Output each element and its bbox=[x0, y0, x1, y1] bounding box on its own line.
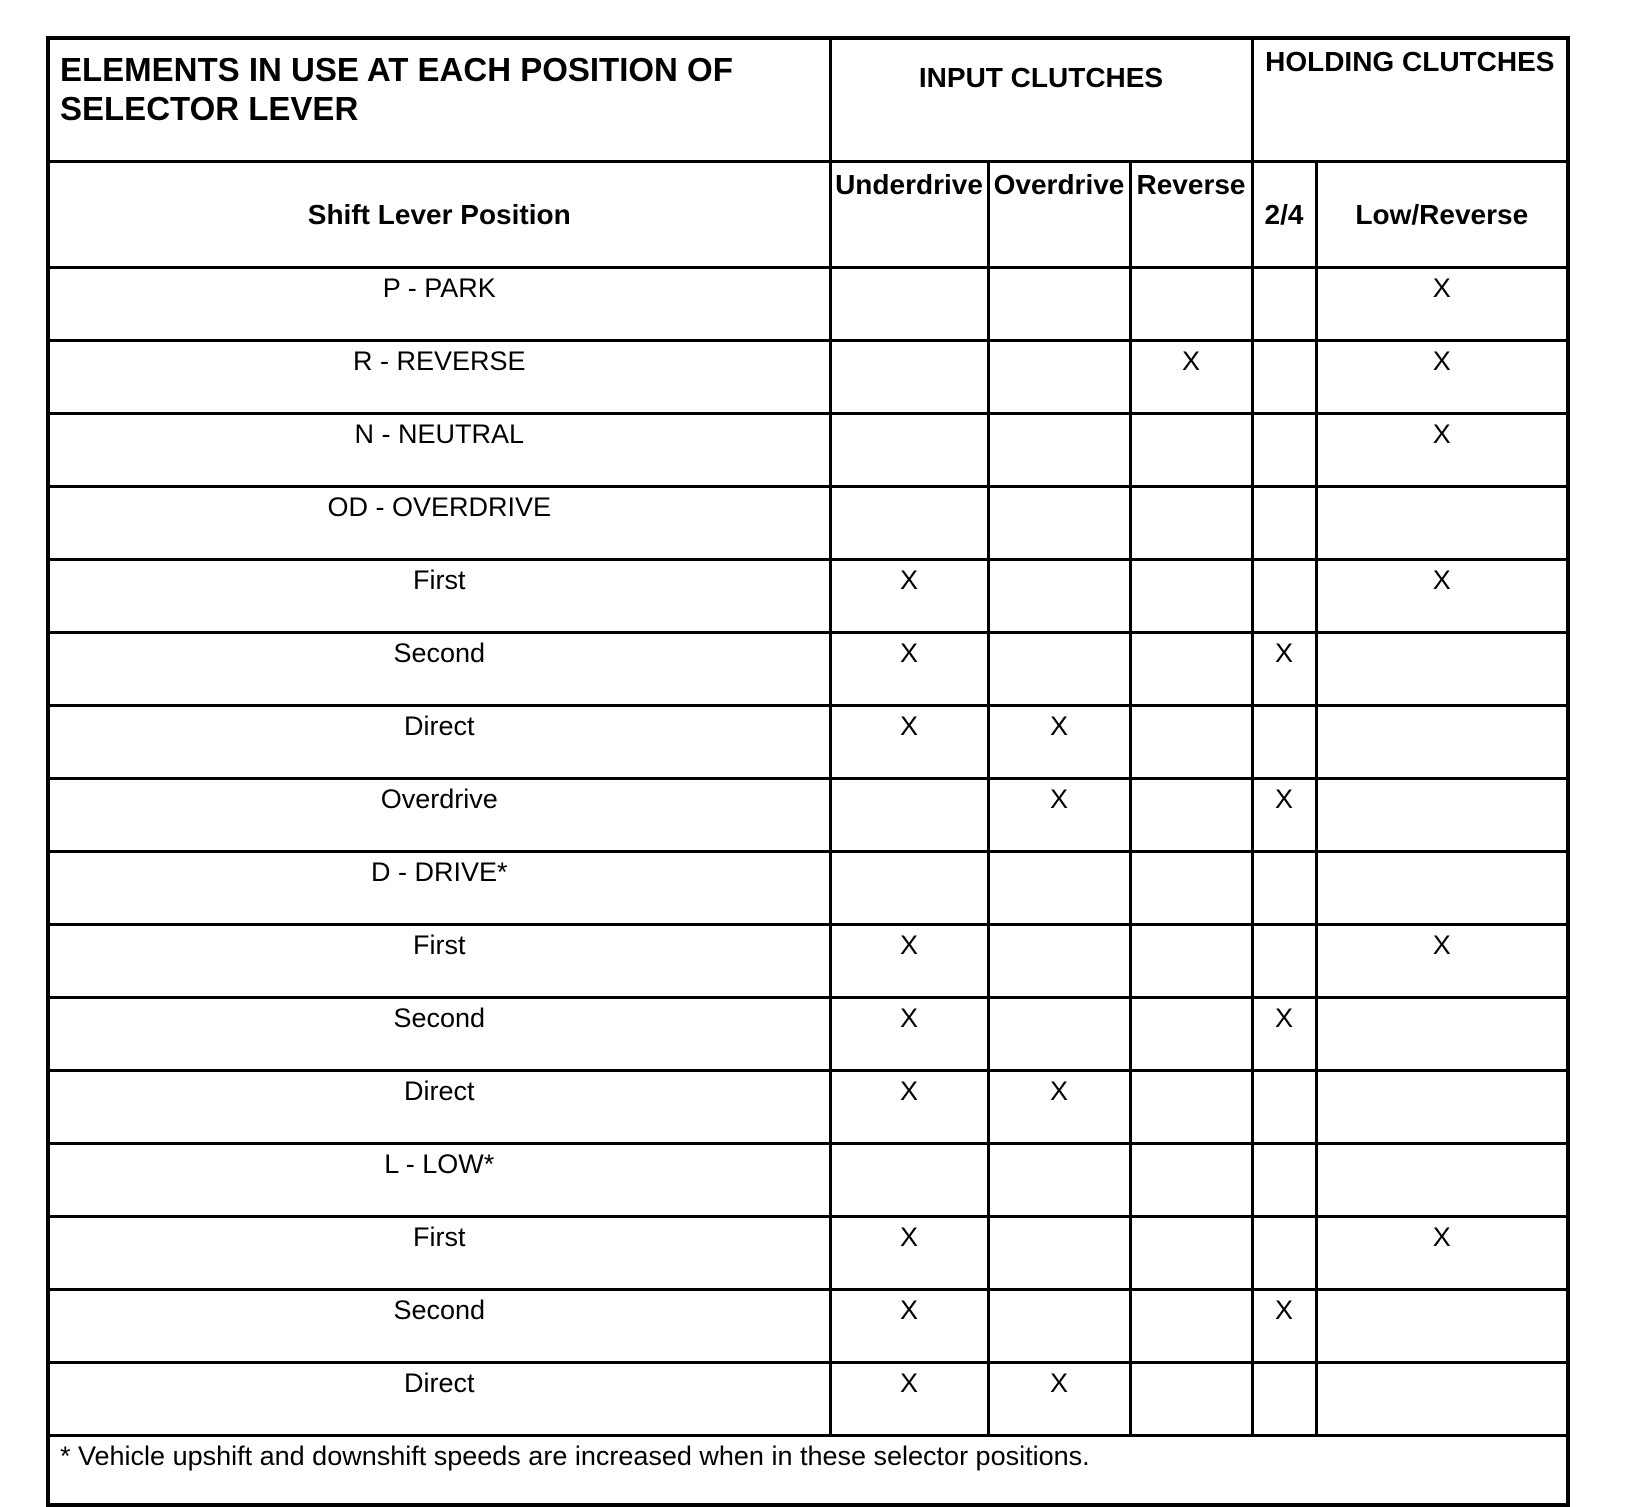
table-row bbox=[48, 341, 1568, 414]
underdrive-cell: X bbox=[830, 560, 988, 633]
reverse-cell bbox=[1130, 706, 1252, 779]
underdrive-cell bbox=[830, 341, 988, 414]
reverse-header: Reverse bbox=[1130, 162, 1252, 268]
overdrive-cell: X bbox=[988, 706, 1130, 779]
underdrive-cell: X bbox=[830, 1363, 988, 1436]
table-row bbox=[48, 852, 1568, 925]
underdrive-cell: X bbox=[830, 1071, 988, 1144]
two-four-cell bbox=[1252, 341, 1316, 414]
underdrive-cell: X bbox=[830, 998, 988, 1071]
table-row bbox=[48, 1071, 1568, 1144]
shift-position-cell: L - LOW* bbox=[48, 1144, 830, 1217]
shift-position-cell: OD - OVERDRIVE bbox=[48, 487, 830, 560]
two-four-cell bbox=[1252, 560, 1316, 633]
overdrive-cell bbox=[988, 633, 1130, 706]
underdrive-cell: X bbox=[830, 706, 988, 779]
two-four-cell: X bbox=[1252, 998, 1316, 1071]
overdrive-cell bbox=[988, 1144, 1130, 1217]
table-row bbox=[48, 268, 1568, 341]
shift-position-cell: First bbox=[48, 925, 830, 998]
low-reverse-cell: X bbox=[1316, 268, 1568, 341]
clutch-application-table bbox=[46, 36, 1570, 1507]
table-row bbox=[48, 925, 1568, 998]
two-four-cell bbox=[1252, 1217, 1316, 1290]
table-row bbox=[48, 1363, 1568, 1436]
underdrive-cell bbox=[830, 1144, 988, 1217]
shift-position-cell: First bbox=[48, 1217, 830, 1290]
reverse-cell bbox=[1130, 1144, 1252, 1217]
overdrive-cell bbox=[988, 1290, 1130, 1363]
reverse-cell bbox=[1130, 1071, 1252, 1144]
overdrive-cell bbox=[988, 487, 1130, 560]
table-body bbox=[48, 268, 1568, 1436]
low-reverse-cell: X bbox=[1316, 1217, 1568, 1290]
low-reverse-cell bbox=[1316, 633, 1568, 706]
overdrive-cell bbox=[988, 341, 1130, 414]
low-reverse-cell: X bbox=[1316, 560, 1568, 633]
shift-position-cell: N - NEUTRAL bbox=[48, 414, 830, 487]
overdrive-cell bbox=[988, 1217, 1130, 1290]
input-clutches-header: INPUT CLUTCHES bbox=[830, 38, 1252, 162]
reverse-cell bbox=[1130, 1363, 1252, 1436]
overdrive-cell bbox=[988, 925, 1130, 998]
two-four-cell bbox=[1252, 925, 1316, 998]
overdrive-cell bbox=[988, 560, 1130, 633]
low-reverse-cell bbox=[1316, 487, 1568, 560]
shift-position-cell: Second bbox=[48, 633, 830, 706]
two-four-cell bbox=[1252, 1144, 1316, 1217]
low-reverse-header: Low/Reverse bbox=[1316, 162, 1568, 268]
shift-lever-position-header: Shift Lever Position bbox=[48, 162, 830, 268]
shift-position-cell: Direct bbox=[48, 706, 830, 779]
two-four-cell: X bbox=[1252, 633, 1316, 706]
low-reverse-cell bbox=[1316, 779, 1568, 852]
shift-position-cell: R - REVERSE bbox=[48, 341, 830, 414]
reverse-cell bbox=[1130, 268, 1252, 341]
shift-position-cell: Second bbox=[48, 1290, 830, 1363]
overdrive-cell: X bbox=[988, 1363, 1130, 1436]
holding-clutches-header: HOLDING CLUTCHES bbox=[1252, 38, 1568, 162]
underdrive-cell bbox=[830, 414, 988, 487]
underdrive-cell bbox=[830, 487, 988, 560]
table-row bbox=[48, 1144, 1568, 1217]
shift-position-cell: P - PARK bbox=[48, 268, 830, 341]
reverse-cell bbox=[1130, 414, 1252, 487]
two-four-cell bbox=[1252, 706, 1316, 779]
two-four-cell bbox=[1252, 487, 1316, 560]
low-reverse-cell bbox=[1316, 998, 1568, 1071]
low-reverse-cell: X bbox=[1316, 925, 1568, 998]
reverse-cell bbox=[1130, 998, 1252, 1071]
reverse-cell bbox=[1130, 560, 1252, 633]
table-row bbox=[48, 1290, 1568, 1363]
low-reverse-cell: X bbox=[1316, 414, 1568, 487]
underdrive-cell: X bbox=[830, 925, 988, 998]
underdrive-cell: X bbox=[830, 1217, 988, 1290]
low-reverse-cell bbox=[1316, 852, 1568, 925]
shift-position-cell: D - DRIVE* bbox=[48, 852, 830, 925]
low-reverse-cell bbox=[1316, 1363, 1568, 1436]
overdrive-cell bbox=[988, 852, 1130, 925]
two-four-cell bbox=[1252, 268, 1316, 341]
reverse-cell bbox=[1130, 1290, 1252, 1363]
header-row-columns bbox=[48, 162, 1568, 268]
overdrive-cell bbox=[988, 414, 1130, 487]
reverse-cell bbox=[1130, 779, 1252, 852]
two-four-cell bbox=[1252, 1071, 1316, 1144]
two-four-cell bbox=[1252, 414, 1316, 487]
overdrive-cell bbox=[988, 268, 1130, 341]
table-row bbox=[48, 779, 1568, 852]
low-reverse-cell bbox=[1316, 1071, 1568, 1144]
low-reverse-cell: X bbox=[1316, 341, 1568, 414]
shift-position-cell: First bbox=[48, 560, 830, 633]
shift-position-cell: Direct bbox=[48, 1071, 830, 1144]
reverse-cell bbox=[1130, 1217, 1252, 1290]
shift-position-cell: Direct bbox=[48, 1363, 830, 1436]
reverse-cell bbox=[1130, 487, 1252, 560]
header-row-top bbox=[48, 38, 1568, 162]
underdrive-header: Underdrive bbox=[830, 162, 988, 268]
two-four-cell: X bbox=[1252, 1290, 1316, 1363]
underdrive-cell: X bbox=[830, 1290, 988, 1363]
table-row bbox=[48, 998, 1568, 1071]
two-four-header: 2/4 bbox=[1252, 162, 1316, 268]
underdrive-cell bbox=[830, 852, 988, 925]
two-four-cell: X bbox=[1252, 779, 1316, 852]
overdrive-cell: X bbox=[988, 779, 1130, 852]
table-row bbox=[48, 560, 1568, 633]
reverse-cell: X bbox=[1130, 341, 1252, 414]
table-row bbox=[48, 633, 1568, 706]
overdrive-header: Overdrive bbox=[988, 162, 1130, 268]
table-row bbox=[48, 414, 1568, 487]
overdrive-cell bbox=[988, 998, 1130, 1071]
reverse-cell bbox=[1130, 633, 1252, 706]
underdrive-cell: X bbox=[830, 633, 988, 706]
table-row bbox=[48, 1217, 1568, 1290]
shift-position-cell: Overdrive bbox=[48, 779, 830, 852]
footnote: * Vehicle upshift and downshift speeds are increased when in these selector positions. bbox=[48, 1436, 1568, 1506]
underdrive-cell bbox=[830, 268, 988, 341]
table-row bbox=[48, 706, 1568, 779]
two-four-cell bbox=[1252, 1363, 1316, 1436]
two-four-cell bbox=[1252, 852, 1316, 925]
reverse-cell bbox=[1130, 925, 1252, 998]
reverse-cell bbox=[1130, 852, 1252, 925]
shift-position-cell: Second bbox=[48, 998, 830, 1071]
low-reverse-cell bbox=[1316, 1290, 1568, 1363]
table-row bbox=[48, 487, 1568, 560]
underdrive-cell bbox=[830, 779, 988, 852]
low-reverse-cell bbox=[1316, 1144, 1568, 1217]
footnote-row bbox=[48, 1436, 1568, 1506]
overdrive-cell: X bbox=[988, 1071, 1130, 1144]
table-title: ELEMENTS IN USE AT EACH POSITION OF SELECTOR LEVER bbox=[48, 38, 830, 162]
low-reverse-cell bbox=[1316, 706, 1568, 779]
